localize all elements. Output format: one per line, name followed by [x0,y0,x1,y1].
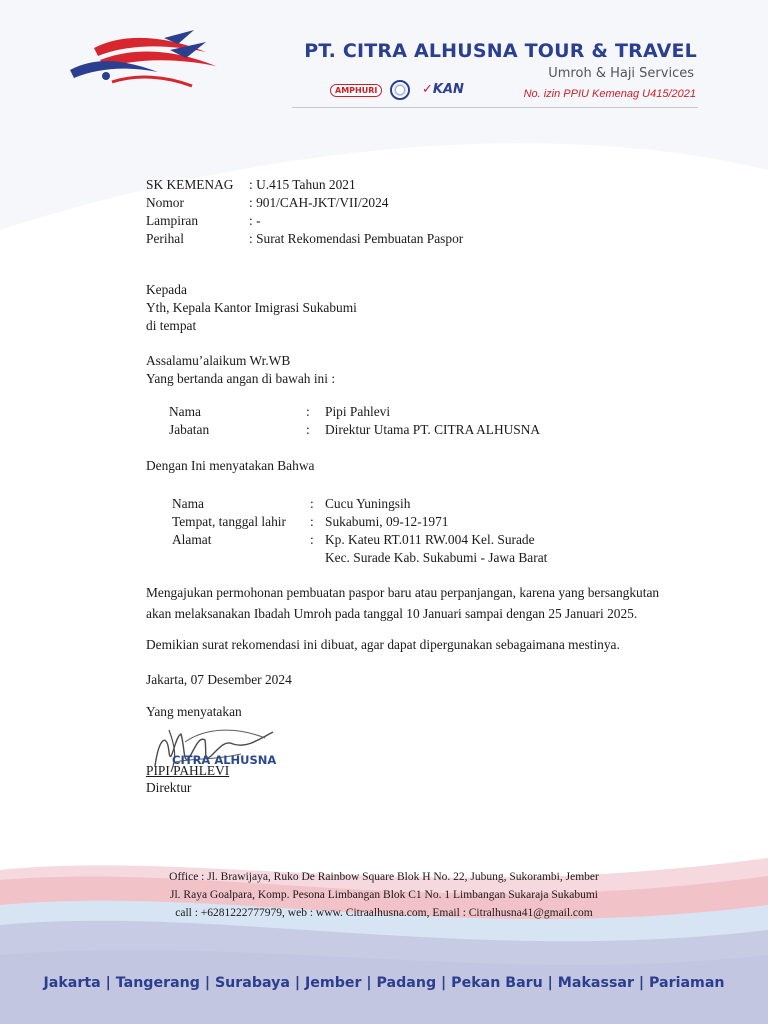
colon: : [310,532,314,547]
company-stamp: CITRA ALHUSNA [172,753,277,767]
body-paragraph-line: akan melaksanakan Ibadah Umroh pada tanggal 10 Januari sampai dengan 25 Januari 2025. [146,606,638,621]
intro-line: Yang bertanda angan di bawah ini : [146,371,336,386]
amphuri-badge: AMPHURI [330,84,382,97]
branch-cities: Jakarta | Tangerang | Surabaya | Jember | Padang | Pekan Baru | Makassar | Pariaman [43,975,725,991]
meta-label: Nomor [146,195,184,210]
accreditation-badges [330,80,490,102]
applicant-address-line2: Kec. Surade Kab. Sukabumi - Jawa Barat [325,550,548,565]
recipient-line: Kepada [146,282,187,297]
office-line: Office : Jl. Brawijaya, Ruko De Rainbow Square Blok H No. 22, Jubung, Sukorambi, Jember [169,871,599,883]
sign-intro: Yang menyatakan [146,704,242,719]
place-date: Jakarta, 07 Desember 2024 [146,672,292,687]
statement-intro: Dengan Ini menyatakan Bahwa [146,458,315,473]
meta-label: SK KEMENAG [146,177,234,192]
meta-label: Lampiran [146,213,199,228]
applicant-value: Kp. Kateu RT.011 RW.004 Kel. Surade [325,532,535,547]
signer-title: Direktur [146,780,192,795]
recipient-line: Yth, Kepala Kantor Imigrasi Sukabumi [146,300,357,315]
company-logo [66,30,226,92]
colon: : [306,404,310,419]
permit-number: No. izin PPIU Kemenag U415/2021 [523,88,696,100]
applicant-value: Sukabumi, 09-12-1971 [325,514,449,529]
meta-value: : Surat Rekomendasi Pembuatan Paspor [249,231,464,246]
applicant-label: Tempat, tanggal lahir [172,514,286,529]
office-contact: call : +6281222777979, web : www. Citraalhusna.com, Email : Citralhusna41@gmail.com [175,907,593,919]
meta-label: Perihal [146,231,184,246]
colon: : [310,514,314,529]
kan-badge: ✓KAN [422,82,464,97]
signer-info-label: Nama [169,404,201,419]
recipient-line: di tempat [146,318,197,333]
kemenag-emblem-icon [390,80,410,100]
office-line: Jl. Raya Goalpara, Komp. Pesona Limbangan Blok C1 No. 1 Limbangan Sukaraja Sukabumi [170,889,598,901]
signer-info-value: Direktur Utama PT. CITRA ALHUSNA [325,422,541,437]
salutation: Assalamu’alaikum Wr.WB [146,353,291,368]
body-paragraph-line: Mengajukan permohonan pembuatan paspor baru atau perpanjangan, karena yang bersangkutan [146,585,660,600]
signer-info-label: Jabatan [169,422,210,437]
signer-name: PIPI PAHLEVI [146,763,230,778]
office-address [120,868,648,922]
applicant-label: Nama [172,496,204,511]
signer-info-value: Pipi Pahlevi [325,404,391,419]
meta-value: : 901/CAH-JKT/VII/2024 [249,195,389,210]
kan-badge-label: KAN [432,82,464,97]
header-divider [292,107,698,108]
company-name: PT. CITRA ALHUSNA TOUR & TRAVEL [304,40,697,62]
colon: : [310,496,314,511]
applicant-label: Alamat [172,532,212,547]
applicant-value: Cucu Yuningsih [325,496,411,511]
meta-value: : U.415 Tahun 2021 [249,177,356,192]
body-paragraph: Demikian surat rekomendasi ini dibuat, agar dapat dipergunakan sebagaimana mestinya. [146,637,620,652]
company-services: Umroh & Haji Services [548,66,694,81]
meta-value: : - [249,213,261,228]
colon: : [306,422,310,437]
